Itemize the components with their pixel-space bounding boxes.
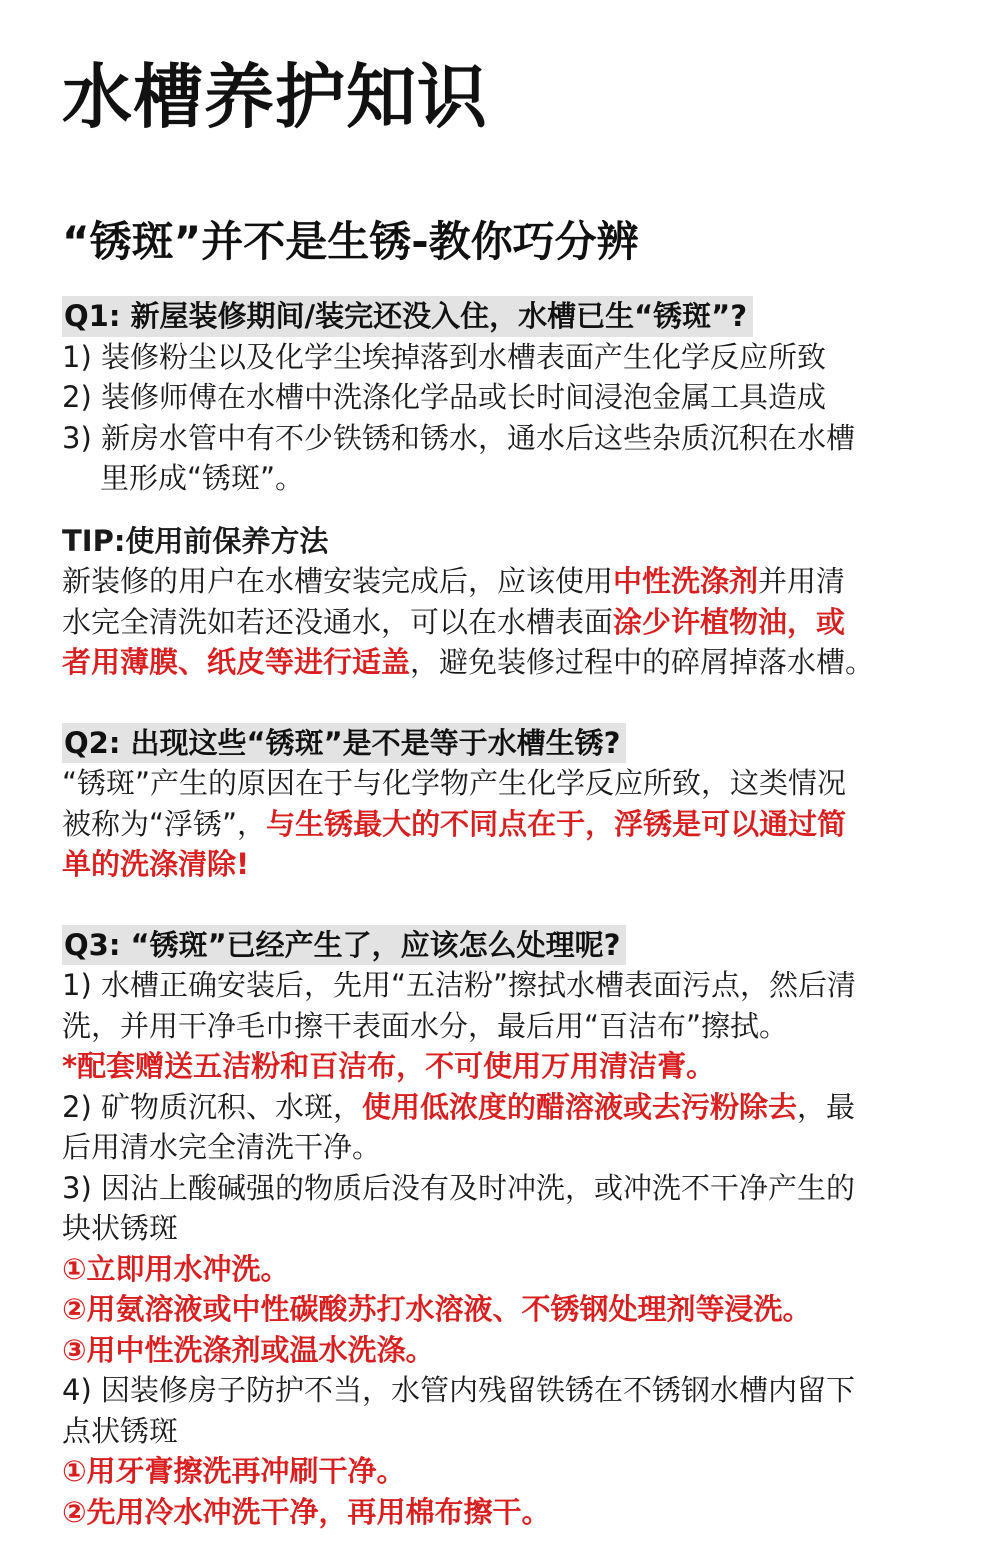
q1-question: Q1: 新屋装修期间/装完还没入住，水槽已生“锈斑”? bbox=[62, 296, 753, 337]
tip-text: ，避免装修过程中的碎屑掉落水槽。 bbox=[410, 645, 875, 679]
q3-item-4a: 4) 因装修房子防护不当，水管内残留铁锈在不锈钢水槽内留下 bbox=[62, 1373, 855, 1407]
tip-highlight: 者用薄膜、纸皮等进行适盖 bbox=[62, 645, 411, 679]
q3-text: ，最 bbox=[797, 1089, 856, 1124]
tip-text: 并用清 bbox=[758, 564, 846, 598]
q3-highlight: 使用低浓度的醋溶液或去污粉除去 bbox=[361, 1089, 797, 1124]
tip-highlight: 中性洗涤剂 bbox=[613, 564, 759, 598]
tip-line-3 bbox=[62, 642, 942, 683]
q2-line-1: “锈斑”产生的原因在于与化学物产生化学反应所致，这类情况 bbox=[62, 766, 847, 800]
q3-item-1b: 洗，并用干净毛巾擦干表面水分，最后用“百洁布”擦拭。 bbox=[62, 1008, 789, 1043]
tip-heading: TIP:使用前保养方法 bbox=[62, 523, 329, 558]
tip-highlight: 涂少许植物油，或 bbox=[613, 604, 846, 639]
q3-step-4-1: ①用牙膏擦洗再冲刷干净。 bbox=[62, 1454, 406, 1488]
q3-step-3-1: ①立即用水冲洗。 bbox=[62, 1251, 290, 1286]
q1-section bbox=[62, 296, 942, 499]
q1-item-3-cont: 里形成“锈斑”。 bbox=[100, 461, 305, 495]
q1-item-3: 3) 新房水管中有不少铁锈和锈水，通水后这些杂质沉积在水槽 bbox=[62, 420, 855, 455]
q3-question: Q3: “锈斑”已经产生了，应该怎么处理呢? bbox=[62, 925, 626, 966]
article-body bbox=[62, 296, 942, 1532]
q3-step-4-2: ②先用冷水冲洗干净，再用棉布擦干。 bbox=[62, 1494, 551, 1529]
q3-step-3-3: ③用中性洗涤剂或温水洗涤。 bbox=[62, 1332, 435, 1367]
q2-question: Q2: 出现这些“锈斑”是不是等于水槽生锈? bbox=[62, 723, 626, 764]
q2-highlight: 与生锈最大的不同点在于，浮锈是可以通过简 bbox=[266, 806, 847, 841]
q3-item-2a bbox=[62, 1087, 942, 1128]
q3-note: *配套赠送五洁粉和百洁布，不可使用万用清洁膏。 bbox=[62, 1049, 716, 1083]
tip-text: 新装修的用户在水槽安装完成后，应该使用 bbox=[62, 564, 614, 598]
tip-text: 水完全清洗如若还没通水，可以在水槽表面 bbox=[62, 604, 614, 639]
q2-line-2 bbox=[62, 804, 942, 845]
tip-line-1 bbox=[62, 561, 942, 602]
q1-item-1: 1) 装修粉尘以及化学尘埃掉落到水槽表面产生化学反应所致 bbox=[62, 339, 826, 374]
q3-section bbox=[62, 925, 942, 1533]
q3-item-1a: 1) 水槽正确安装后，先用“五洁粉”擦拭水槽表面污点，然后清 bbox=[62, 968, 857, 1002]
q3-step-3-2: ②用氨溶液或中性碳酸苏打水溶液、不锈钢处理剂等浸洗。 bbox=[62, 1292, 812, 1326]
q3-item-2b: 后用清水完全清洗干净。 bbox=[62, 1130, 382, 1164]
q3-item-3a: 3) 因沾上酸碱强的物质后没有及时冲洗，或冲洗不干净产生的 bbox=[62, 1170, 855, 1205]
q2-text: 被称为“浮锈”， bbox=[62, 806, 267, 841]
q1-item-2: 2) 装修师傅在水槽中洗涤化学品或长时间浸泡金属工具造成 bbox=[62, 380, 826, 414]
page-title: 水槽养护知识 bbox=[62, 56, 488, 138]
q3-text: 2) 矿物质沉积、水斑， bbox=[62, 1089, 362, 1124]
tip-line-2 bbox=[62, 602, 942, 643]
q2-line-3: 单的洗涤清除! bbox=[62, 847, 250, 881]
q2-section bbox=[62, 723, 942, 885]
section-subtitle: “锈斑”并不是生锈-教你巧分辨 bbox=[62, 217, 639, 266]
q3-item-3b: 块状锈斑 bbox=[62, 1211, 179, 1245]
tip-section bbox=[62, 521, 942, 683]
q3-item-4b: 点状锈斑 bbox=[62, 1413, 179, 1448]
